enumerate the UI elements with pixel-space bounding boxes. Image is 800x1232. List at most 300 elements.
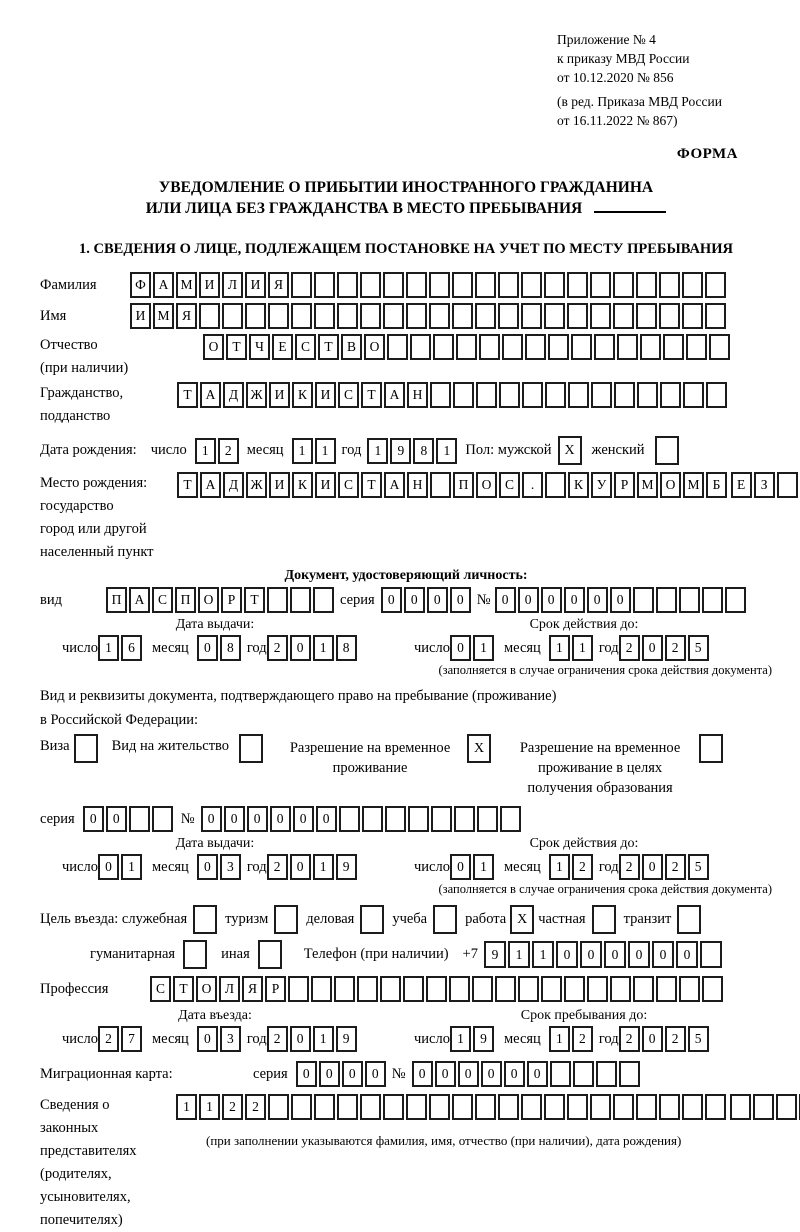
doc-issue-year-boxes[interactable]	[267, 635, 357, 661]
char-box[interactable]: 1	[315, 438, 336, 464]
char-box[interactable]	[314, 303, 335, 329]
char-box[interactable]	[291, 1094, 312, 1120]
char-box[interactable]: П	[175, 587, 196, 613]
char-box[interactable]: 9	[484, 941, 506, 968]
char-box[interactable]: П	[453, 472, 474, 498]
migration-number-boxes[interactable]	[412, 1061, 640, 1087]
char-box[interactable]	[686, 334, 707, 360]
char-box[interactable]	[548, 334, 569, 360]
char-box[interactable]	[385, 806, 406, 832]
char-box[interactable]: М	[176, 272, 197, 298]
char-box[interactable]	[640, 334, 661, 360]
char-box[interactable]	[544, 1094, 565, 1120]
char-box[interactable]	[567, 1094, 588, 1120]
char-box[interactable]: 1	[572, 635, 593, 661]
char-box[interactable]: С	[499, 472, 520, 498]
char-box[interactable]: 0	[197, 635, 218, 661]
char-box[interactable]	[590, 303, 611, 329]
char-box[interactable]	[568, 382, 589, 408]
doc-kind-boxes[interactable]	[106, 587, 334, 613]
patronymic-boxes[interactable]	[203, 334, 730, 360]
char-box[interactable]: 0	[270, 806, 291, 832]
char-box[interactable]: 2	[218, 438, 239, 464]
char-box[interactable]	[475, 272, 496, 298]
char-box[interactable]	[705, 303, 726, 329]
char-box[interactable]	[337, 272, 358, 298]
surname-boxes[interactable]	[130, 272, 726, 298]
char-box[interactable]: Р	[614, 472, 635, 498]
char-box[interactable]	[636, 1094, 657, 1120]
char-box[interactable]: 8	[336, 635, 357, 661]
char-box[interactable]	[633, 976, 654, 1002]
char-box[interactable]	[452, 1094, 473, 1120]
char-box[interactable]: С	[152, 587, 173, 613]
char-box[interactable]: .	[522, 472, 543, 498]
char-box[interactable]: 1	[98, 635, 119, 661]
char-box[interactable]: 0	[450, 635, 471, 661]
char-box[interactable]: О	[198, 587, 219, 613]
char-box[interactable]	[454, 806, 475, 832]
char-box[interactable]	[777, 472, 798, 498]
char-box[interactable]	[613, 303, 634, 329]
char-box[interactable]	[659, 1094, 680, 1120]
char-box[interactable]: 1	[367, 438, 388, 464]
char-box[interactable]	[613, 1094, 634, 1120]
char-box[interactable]: 3	[220, 1026, 241, 1052]
char-box[interactable]	[655, 436, 679, 465]
char-box[interactable]	[268, 1094, 289, 1120]
char-box[interactable]	[410, 334, 431, 360]
char-box[interactable]: О	[476, 472, 497, 498]
char-box[interactable]	[360, 1094, 381, 1120]
char-box[interactable]: 0	[201, 806, 222, 832]
char-box[interactable]	[453, 382, 474, 408]
citizenship-boxes[interactable]	[177, 382, 727, 408]
char-box[interactable]	[268, 303, 289, 329]
char-box[interactable]	[705, 1094, 726, 1120]
edu-permit-checkbox[interactable]	[699, 734, 723, 763]
char-box[interactable]: 0	[296, 1061, 317, 1087]
char-box[interactable]: 1	[292, 438, 313, 464]
char-box[interactable]: И	[315, 472, 336, 498]
char-box[interactable]	[183, 940, 207, 969]
char-box[interactable]	[472, 976, 493, 1002]
purpose-humanitarian-checkbox[interactable]	[183, 940, 207, 969]
char-box[interactable]: 2	[222, 1094, 243, 1120]
permit-expiry-month-boxes[interactable]	[549, 854, 593, 880]
char-box[interactable]	[479, 334, 500, 360]
char-box[interactable]: 2	[665, 854, 686, 880]
char-box[interactable]	[663, 334, 684, 360]
char-box[interactable]: Ж	[246, 382, 267, 408]
char-box[interactable]: 1	[176, 1094, 197, 1120]
char-box[interactable]	[590, 1094, 611, 1120]
char-box[interactable]	[475, 303, 496, 329]
birth-year-boxes[interactable]	[367, 438, 457, 464]
char-box[interactable]	[587, 976, 608, 1002]
char-box[interactable]: 0	[247, 806, 268, 832]
representatives-boxes-2[interactable]	[730, 1094, 800, 1120]
char-box[interactable]: 0	[676, 941, 698, 968]
char-box[interactable]: Т	[177, 382, 198, 408]
char-box[interactable]	[433, 905, 457, 934]
birth-place-boxes-2[interactable]	[731, 472, 800, 498]
char-box[interactable]	[74, 734, 98, 763]
char-box[interactable]: С	[150, 976, 171, 1002]
permit-expiry-year-boxes[interactable]	[619, 854, 709, 880]
char-box[interactable]	[311, 976, 332, 1002]
char-box[interactable]: Н	[407, 382, 428, 408]
char-box[interactable]: 2	[267, 854, 288, 880]
residence-permit-checkbox[interactable]	[239, 734, 263, 763]
char-box[interactable]: 9	[336, 854, 357, 880]
profession-boxes[interactable]	[150, 976, 723, 1002]
char-box[interactable]	[525, 334, 546, 360]
char-box[interactable]	[199, 303, 220, 329]
char-box[interactable]	[636, 272, 657, 298]
char-box[interactable]: Е	[272, 334, 293, 360]
char-box[interactable]	[477, 806, 498, 832]
char-box[interactable]	[633, 587, 654, 613]
char-box[interactable]: А	[200, 472, 221, 498]
char-box[interactable]	[337, 303, 358, 329]
char-box[interactable]	[725, 587, 746, 613]
char-box[interactable]	[500, 806, 521, 832]
char-box[interactable]	[705, 272, 726, 298]
char-box[interactable]	[360, 303, 381, 329]
char-box[interactable]	[456, 334, 477, 360]
char-box[interactable]: И	[130, 303, 151, 329]
entry-day-boxes[interactable]	[98, 1026, 142, 1052]
char-box[interactable]	[567, 272, 588, 298]
phone-boxes[interactable]	[484, 941, 722, 968]
char-box[interactable]	[522, 382, 543, 408]
char-box[interactable]: 0	[610, 587, 631, 613]
char-box[interactable]	[337, 1094, 358, 1120]
char-box[interactable]: 1	[313, 854, 334, 880]
char-box[interactable]: 5	[688, 1026, 709, 1052]
char-box[interactable]: X	[558, 436, 582, 465]
char-box[interactable]: X	[510, 905, 534, 934]
char-box[interactable]: 0	[290, 1026, 311, 1052]
permit-issue-month-boxes[interactable]	[197, 854, 241, 880]
char-box[interactable]: К	[292, 472, 313, 498]
char-box[interactable]: 1	[532, 941, 554, 968]
char-box[interactable]: Ф	[130, 272, 151, 298]
char-box[interactable]: 1	[473, 635, 494, 661]
char-box[interactable]: 1	[549, 854, 570, 880]
char-box[interactable]	[498, 1094, 519, 1120]
char-box[interactable]	[495, 976, 516, 1002]
char-box[interactable]	[544, 272, 565, 298]
char-box[interactable]: 2	[245, 1094, 266, 1120]
char-box[interactable]	[129, 806, 150, 832]
char-box[interactable]: 0	[628, 941, 650, 968]
char-box[interactable]: 1	[199, 1094, 220, 1120]
char-box[interactable]: Р	[265, 976, 286, 1002]
permit-expiry-day-boxes[interactable]	[450, 854, 494, 880]
char-box[interactable]: 2	[267, 635, 288, 661]
char-box[interactable]	[567, 303, 588, 329]
entry-month-boxes[interactable]	[197, 1026, 241, 1052]
char-box[interactable]: 9	[390, 438, 411, 464]
char-box[interactable]: 1	[313, 635, 334, 661]
permit-number-boxes[interactable]	[201, 806, 521, 832]
char-box[interactable]: Т	[226, 334, 247, 360]
char-box[interactable]	[614, 382, 635, 408]
char-box[interactable]: 2	[665, 1026, 686, 1052]
char-box[interactable]: 0	[556, 941, 578, 968]
char-box[interactable]: М	[637, 472, 658, 498]
migration-series-boxes[interactable]	[296, 1061, 386, 1087]
char-box[interactable]	[406, 272, 427, 298]
char-box[interactable]	[429, 1094, 450, 1120]
char-box[interactable]: 9	[336, 1026, 357, 1052]
char-box[interactable]	[656, 587, 677, 613]
char-box[interactable]: З	[754, 472, 775, 498]
char-box[interactable]	[613, 272, 634, 298]
char-box[interactable]	[360, 272, 381, 298]
char-box[interactable]	[475, 1094, 496, 1120]
char-box[interactable]	[591, 382, 612, 408]
char-box[interactable]	[702, 976, 723, 1002]
char-box[interactable]: Н	[407, 472, 428, 498]
char-box[interactable]: С	[338, 472, 359, 498]
char-box[interactable]: 0	[604, 941, 626, 968]
stay-day-boxes[interactable]	[450, 1026, 494, 1052]
char-box[interactable]	[753, 1094, 774, 1120]
char-box[interactable]	[730, 1094, 751, 1120]
char-box[interactable]	[498, 272, 519, 298]
char-box[interactable]: 2	[572, 854, 593, 880]
name-boxes[interactable]	[130, 303, 726, 329]
char-box[interactable]	[429, 303, 450, 329]
char-box[interactable]	[334, 976, 355, 1002]
char-box[interactable]: Т	[361, 382, 382, 408]
char-box[interactable]: 1	[313, 1026, 334, 1052]
char-box[interactable]: 1	[508, 941, 530, 968]
char-box[interactable]: 5	[688, 635, 709, 661]
char-box[interactable]: 0	[98, 854, 119, 880]
char-box[interactable]	[544, 303, 565, 329]
char-box[interactable]: 1	[549, 1026, 570, 1052]
char-box[interactable]: 7	[121, 1026, 142, 1052]
char-box[interactable]	[545, 382, 566, 408]
char-box[interactable]: Р	[221, 587, 242, 613]
char-box[interactable]: 2	[665, 635, 686, 661]
char-box[interactable]	[383, 272, 404, 298]
char-box[interactable]: 1	[436, 438, 457, 464]
char-box[interactable]	[502, 334, 523, 360]
char-box[interactable]: 2	[267, 1026, 288, 1052]
char-box[interactable]: С	[295, 334, 316, 360]
char-box[interactable]: Б	[706, 472, 727, 498]
char-box[interactable]	[499, 382, 520, 408]
char-box[interactable]: 0	[481, 1061, 502, 1087]
char-box[interactable]	[267, 587, 288, 613]
doc-expiry-year-boxes[interactable]	[619, 635, 709, 661]
char-box[interactable]: Д	[223, 472, 244, 498]
doc-issue-month-boxes[interactable]	[197, 635, 241, 661]
char-box[interactable]: 0	[427, 587, 448, 613]
char-box[interactable]: 0	[587, 587, 608, 613]
char-box[interactable]	[682, 1094, 703, 1120]
char-box[interactable]: 0	[293, 806, 314, 832]
char-box[interactable]: 0	[580, 941, 602, 968]
char-box[interactable]	[430, 382, 451, 408]
purpose-study-checkbox[interactable]	[433, 905, 457, 934]
char-box[interactable]	[594, 334, 615, 360]
char-box[interactable]	[709, 334, 730, 360]
char-box[interactable]: 2	[572, 1026, 593, 1052]
char-box[interactable]	[357, 976, 378, 1002]
char-box[interactable]	[518, 976, 539, 1002]
char-box[interactable]: А	[384, 472, 405, 498]
char-box[interactable]	[429, 272, 450, 298]
char-box[interactable]: Т	[318, 334, 339, 360]
char-box[interactable]: 0	[224, 806, 245, 832]
char-box[interactable]: 0	[365, 1061, 386, 1087]
char-box[interactable]: П	[106, 587, 127, 613]
char-box[interactable]	[498, 303, 519, 329]
representatives-boxes-1[interactable]	[176, 1094, 726, 1120]
char-box[interactable]	[406, 1094, 427, 1120]
char-box[interactable]	[521, 272, 542, 298]
purpose-business2-checkbox[interactable]	[360, 905, 384, 934]
doc-number-boxes[interactable]	[495, 587, 746, 613]
char-box[interactable]	[636, 303, 657, 329]
char-box[interactable]: 0	[404, 587, 425, 613]
char-box[interactable]: 0	[642, 854, 663, 880]
char-box[interactable]	[406, 303, 427, 329]
char-box[interactable]	[637, 382, 658, 408]
char-box[interactable]: 0	[290, 854, 311, 880]
char-box[interactable]: 2	[619, 1026, 640, 1052]
char-box[interactable]	[380, 976, 401, 1002]
char-box[interactable]	[314, 272, 335, 298]
char-box[interactable]: 0	[319, 1061, 340, 1087]
char-box[interactable]: М	[683, 472, 704, 498]
permit-issue-year-boxes[interactable]	[267, 854, 357, 880]
char-box[interactable]	[239, 734, 263, 763]
char-box[interactable]: Т	[244, 587, 265, 613]
char-box[interactable]: У	[591, 472, 612, 498]
purpose-transit-checkbox[interactable]	[677, 905, 701, 934]
char-box[interactable]	[683, 382, 704, 408]
char-box[interactable]	[573, 1061, 594, 1087]
char-box[interactable]	[313, 587, 334, 613]
char-box[interactable]: А	[129, 587, 150, 613]
char-box[interactable]: М	[153, 303, 174, 329]
char-box[interactable]	[452, 303, 473, 329]
birth-day-boxes[interactable]	[195, 438, 239, 464]
char-box[interactable]: Т	[173, 976, 194, 1002]
char-box[interactable]: 9	[473, 1026, 494, 1052]
char-box[interactable]	[699, 734, 723, 763]
char-box[interactable]: А	[153, 272, 174, 298]
char-box[interactable]: 0	[83, 806, 104, 832]
char-box[interactable]: 0	[450, 854, 471, 880]
char-box[interactable]: Л	[219, 976, 240, 1002]
char-box[interactable]: О	[660, 472, 681, 498]
char-box[interactable]	[152, 806, 173, 832]
purpose-private-checkbox[interactable]	[592, 905, 616, 934]
char-box[interactable]: И	[269, 382, 290, 408]
char-box[interactable]	[679, 976, 700, 1002]
char-box[interactable]	[682, 303, 703, 329]
char-box[interactable]: 0	[106, 806, 127, 832]
permit-issue-day-boxes[interactable]	[98, 854, 142, 880]
char-box[interactable]: 0	[564, 587, 585, 613]
purpose-business-checkbox[interactable]	[193, 905, 217, 934]
char-box[interactable]	[245, 303, 266, 329]
temp-permit-checkbox[interactable]	[467, 734, 491, 763]
char-box[interactable]: X	[467, 734, 491, 763]
char-box[interactable]	[383, 1094, 404, 1120]
char-box[interactable]	[290, 587, 311, 613]
char-box[interactable]	[476, 382, 497, 408]
char-box[interactable]: 0	[527, 1061, 548, 1087]
char-box[interactable]: 0	[290, 635, 311, 661]
char-box[interactable]: 0	[495, 587, 516, 613]
char-box[interactable]: 0	[518, 587, 539, 613]
doc-expiry-day-boxes[interactable]	[450, 635, 494, 661]
char-box[interactable]: А	[384, 382, 405, 408]
char-box[interactable]: 8	[413, 438, 434, 464]
char-box[interactable]: 1	[121, 854, 142, 880]
char-box[interactable]: 0	[197, 1026, 218, 1052]
char-box[interactable]: 1	[549, 635, 570, 661]
char-box[interactable]	[660, 382, 681, 408]
entry-year-boxes[interactable]	[267, 1026, 357, 1052]
char-box[interactable]: 0	[412, 1061, 433, 1087]
char-box[interactable]	[590, 272, 611, 298]
char-box[interactable]: К	[568, 472, 589, 498]
char-box[interactable]	[360, 905, 384, 934]
char-box[interactable]: И	[245, 272, 266, 298]
char-box[interactable]	[541, 976, 562, 1002]
char-box[interactable]: О	[203, 334, 224, 360]
char-box[interactable]	[659, 303, 680, 329]
char-box[interactable]	[383, 303, 404, 329]
permit-series-boxes[interactable]	[83, 806, 173, 832]
char-box[interactable]: 0	[316, 806, 337, 832]
char-box[interactable]: 0	[504, 1061, 525, 1087]
char-box[interactable]	[619, 1061, 640, 1087]
char-box[interactable]: 5	[688, 854, 709, 880]
char-box[interactable]: Ч	[249, 334, 270, 360]
doc-series-boxes[interactable]	[381, 587, 471, 613]
char-box[interactable]	[617, 334, 638, 360]
char-box[interactable]	[571, 334, 592, 360]
char-box[interactable]	[596, 1061, 617, 1087]
char-box[interactable]: Ж	[246, 472, 267, 498]
char-box[interactable]: 1	[473, 854, 494, 880]
char-box[interactable]	[362, 806, 383, 832]
char-box[interactable]	[449, 976, 470, 1002]
char-box[interactable]	[430, 472, 451, 498]
char-box[interactable]	[291, 272, 312, 298]
doc-issue-day-boxes[interactable]	[98, 635, 142, 661]
char-box[interactable]: 1	[195, 438, 216, 464]
char-box[interactable]: 1	[450, 1026, 471, 1052]
char-box[interactable]	[682, 272, 703, 298]
char-box[interactable]	[677, 905, 701, 934]
stay-month-boxes[interactable]	[549, 1026, 593, 1052]
char-box[interactable]: 0	[381, 587, 402, 613]
char-box[interactable]	[702, 587, 723, 613]
char-box[interactable]	[408, 806, 429, 832]
